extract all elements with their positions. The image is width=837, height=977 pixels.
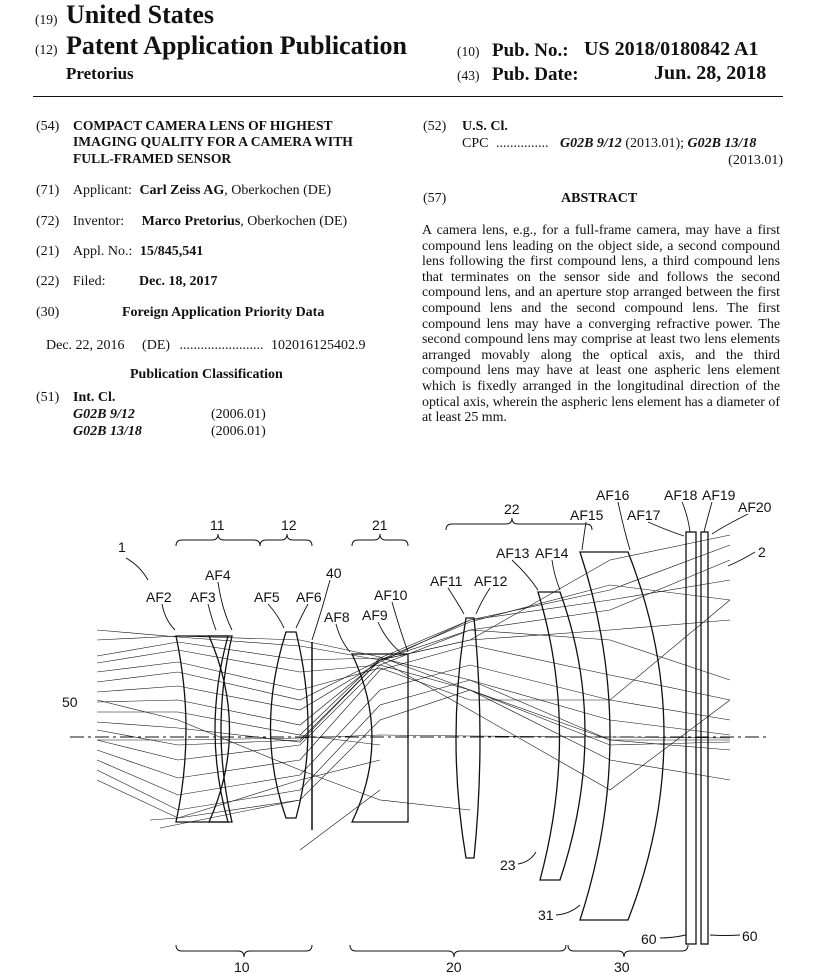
ref-label-af15: AF15: [570, 507, 604, 523]
country-name: United States: [66, 0, 215, 29]
filed-row: [36, 273, 416, 290]
publication-classification-heading: Publication Classification: [130, 367, 283, 382]
ref-label-60: 60: [742, 928, 758, 944]
header-divider: [33, 96, 783, 97]
ref-label-22: 22: [504, 501, 520, 517]
inventor-surname: Pretorius: [66, 64, 134, 83]
us-cl-section: [423, 118, 783, 168]
pub-date-label: Pub. Date:: [492, 64, 579, 85]
ref-label-20: 20: [446, 959, 462, 975]
foreign-heading: Foreign Application Priority Data: [122, 305, 325, 320]
ref-label-31: 31: [538, 907, 554, 923]
applicant-name: Carl Zeiss AG: [139, 183, 225, 198]
inventor-location: , Oberkochen (DE): [240, 214, 348, 229]
inventor-row: [36, 213, 416, 230]
ref-label-af17: AF17: [627, 507, 661, 523]
ref-label-af11: AF11: [430, 573, 463, 589]
cpc-class: G02B 9/12: [559, 136, 622, 151]
ref-label-50: 50: [62, 694, 78, 710]
ref-label-af19: AF19: [702, 487, 736, 503]
title-line: COMPACT CAMERA LENS OF HIGHEST: [73, 118, 333, 133]
ray-bundle: [97, 535, 730, 850]
country-code: (19): [35, 12, 58, 27]
ref-label-23: 23: [500, 857, 516, 873]
cpc-label: CPC: [462, 136, 489, 151]
ref-label-21: 21: [372, 517, 388, 533]
applicant-row: [36, 182, 416, 199]
intcl-class: G02B 13/18: [73, 424, 142, 439]
ref-label-2: 2: [758, 544, 766, 560]
ref-label-af10: AF10: [374, 587, 408, 603]
filed-date: Dec. 18, 2017: [139, 274, 218, 289]
intcl-version: (2006.01): [211, 407, 266, 422]
lens-af4-af5: [209, 636, 232, 822]
document-type: Patent Application Publication: [66, 31, 407, 60]
ref-label-af12: AF12: [474, 573, 508, 589]
ref-label-af3: AF3: [190, 589, 216, 605]
priority-dots: ........................: [179, 338, 264, 353]
title-line: IMAGING QUALITY FOR A CAMERA WITH: [73, 134, 353, 150]
ref-label-af9: AF9: [362, 607, 388, 623]
priority-row: [46, 337, 406, 354]
uscl-code: (52): [423, 119, 447, 134]
application-number-row: [36, 243, 416, 260]
cpc-version-row: (2013.01): [728, 153, 783, 168]
uscl-label: U.S. Cl.: [462, 119, 508, 134]
pub-number: US 2018/0180842 A1: [584, 38, 759, 60]
priority-date: Dec. 22, 2016: [46, 338, 125, 353]
ref-label-af4: AF4: [205, 567, 231, 583]
appl-code: (21): [36, 244, 60, 259]
ref-label-40: 40: [326, 565, 342, 581]
patent-header: [0, 0, 837, 100]
ref-label-11: 11: [210, 517, 225, 533]
ref-label-af6: AF6: [296, 589, 322, 605]
cpc-row: [462, 135, 784, 152]
intcl-version: (2006.01): [211, 424, 266, 439]
foreign-priority-heading-row: [36, 304, 416, 321]
pub-no-label: Pub. No.:: [492, 40, 569, 61]
intcl-code: (51): [36, 390, 60, 405]
intcl-label: Int. Cl.: [73, 390, 116, 405]
inventor-label: Inventor:: [72, 214, 125, 229]
filed-code: (22): [36, 274, 60, 289]
pub-no-code: (10): [457, 44, 480, 59]
title-line: FULL-FRAMED SENSOR: [73, 150, 232, 166]
ref-label-12: 12: [281, 517, 297, 533]
cpc-class: G02B 13/18: [687, 136, 757, 151]
ref-label-af13: AF13: [496, 545, 530, 561]
priority-country: (DE): [142, 338, 171, 353]
ref-label-af14: AF14: [535, 545, 569, 561]
abstract-heading: ABSTRACT: [561, 191, 638, 206]
applicant-code: (71): [36, 183, 60, 198]
cpc-dots: ...............: [495, 136, 549, 151]
lens-af15-af16: [580, 552, 664, 920]
ref-label-10: 10: [234, 959, 250, 975]
ref-label-af5: AF5: [254, 589, 280, 605]
applicant-location: , Oberkochen (DE): [224, 183, 332, 198]
ref-label-af8: AF8: [324, 609, 350, 625]
priority-number: 102016125402.9: [271, 338, 366, 353]
lens-system-figure: [0, 470, 837, 975]
inventor-code: (72): [36, 214, 60, 229]
cpc-version: (2013.01);: [625, 136, 685, 151]
int-cl-section: [36, 389, 416, 439]
ref-label-1: 1: [118, 539, 126, 555]
pub-date-code: (43): [457, 68, 480, 83]
appl-label: Appl. No.:: [72, 244, 133, 259]
intcl-row: [73, 423, 373, 440]
filed-label: Filed:: [72, 274, 106, 289]
foreign-code: (30): [36, 305, 60, 320]
lens-af6: [271, 632, 309, 818]
abstract-heading-row: [423, 190, 783, 207]
intcl-class: G02B 9/12: [73, 407, 135, 422]
invention-title: [73, 118, 403, 167]
ref-label-60: 60: [641, 931, 657, 947]
doc-type-code: (12): [35, 42, 58, 57]
pub-date: Jun. 28, 2018: [654, 62, 767, 84]
abstract-text: A camera lens, e.g., for a full-frame camera, may have a first compound lens leading on the object side, a second compound lens following the first compound lens, a third compound lens that terminates on the sensor side and follows the second compound lens, and an aperture stop arranged between the first compound lens and the second compound lens. The first compound lens may have a converging refractive power. The second compound lens may comprise at least two lens elements arranged movably along the optical axis, and the third compound lens may have at least one aspheric lens element which is fixedly arranged in the longitudinal direction of the optical axis, wherein the aspheric lens element has a diameter of at least 25 mm.: [422, 223, 780, 426]
appl-number: 15/845,541: [139, 244, 204, 259]
ref-label-af2: AF2: [146, 589, 172, 605]
abstract-code: (57): [423, 191, 447, 206]
ref-label-af18: AF18: [664, 487, 698, 503]
applicant-label: Applicant:: [72, 183, 132, 198]
figure-labels: [62, 487, 772, 975]
ref-label-30: 30: [614, 959, 630, 975]
intcl-row: [73, 406, 373, 423]
ref-label-af16: AF16: [596, 487, 630, 503]
lens-af11-af12: [456, 618, 480, 858]
inventor-name: Marco Pretorius: [141, 214, 241, 229]
ref-label-af20: AF20: [738, 499, 772, 515]
title-code: (54): [36, 119, 60, 134]
